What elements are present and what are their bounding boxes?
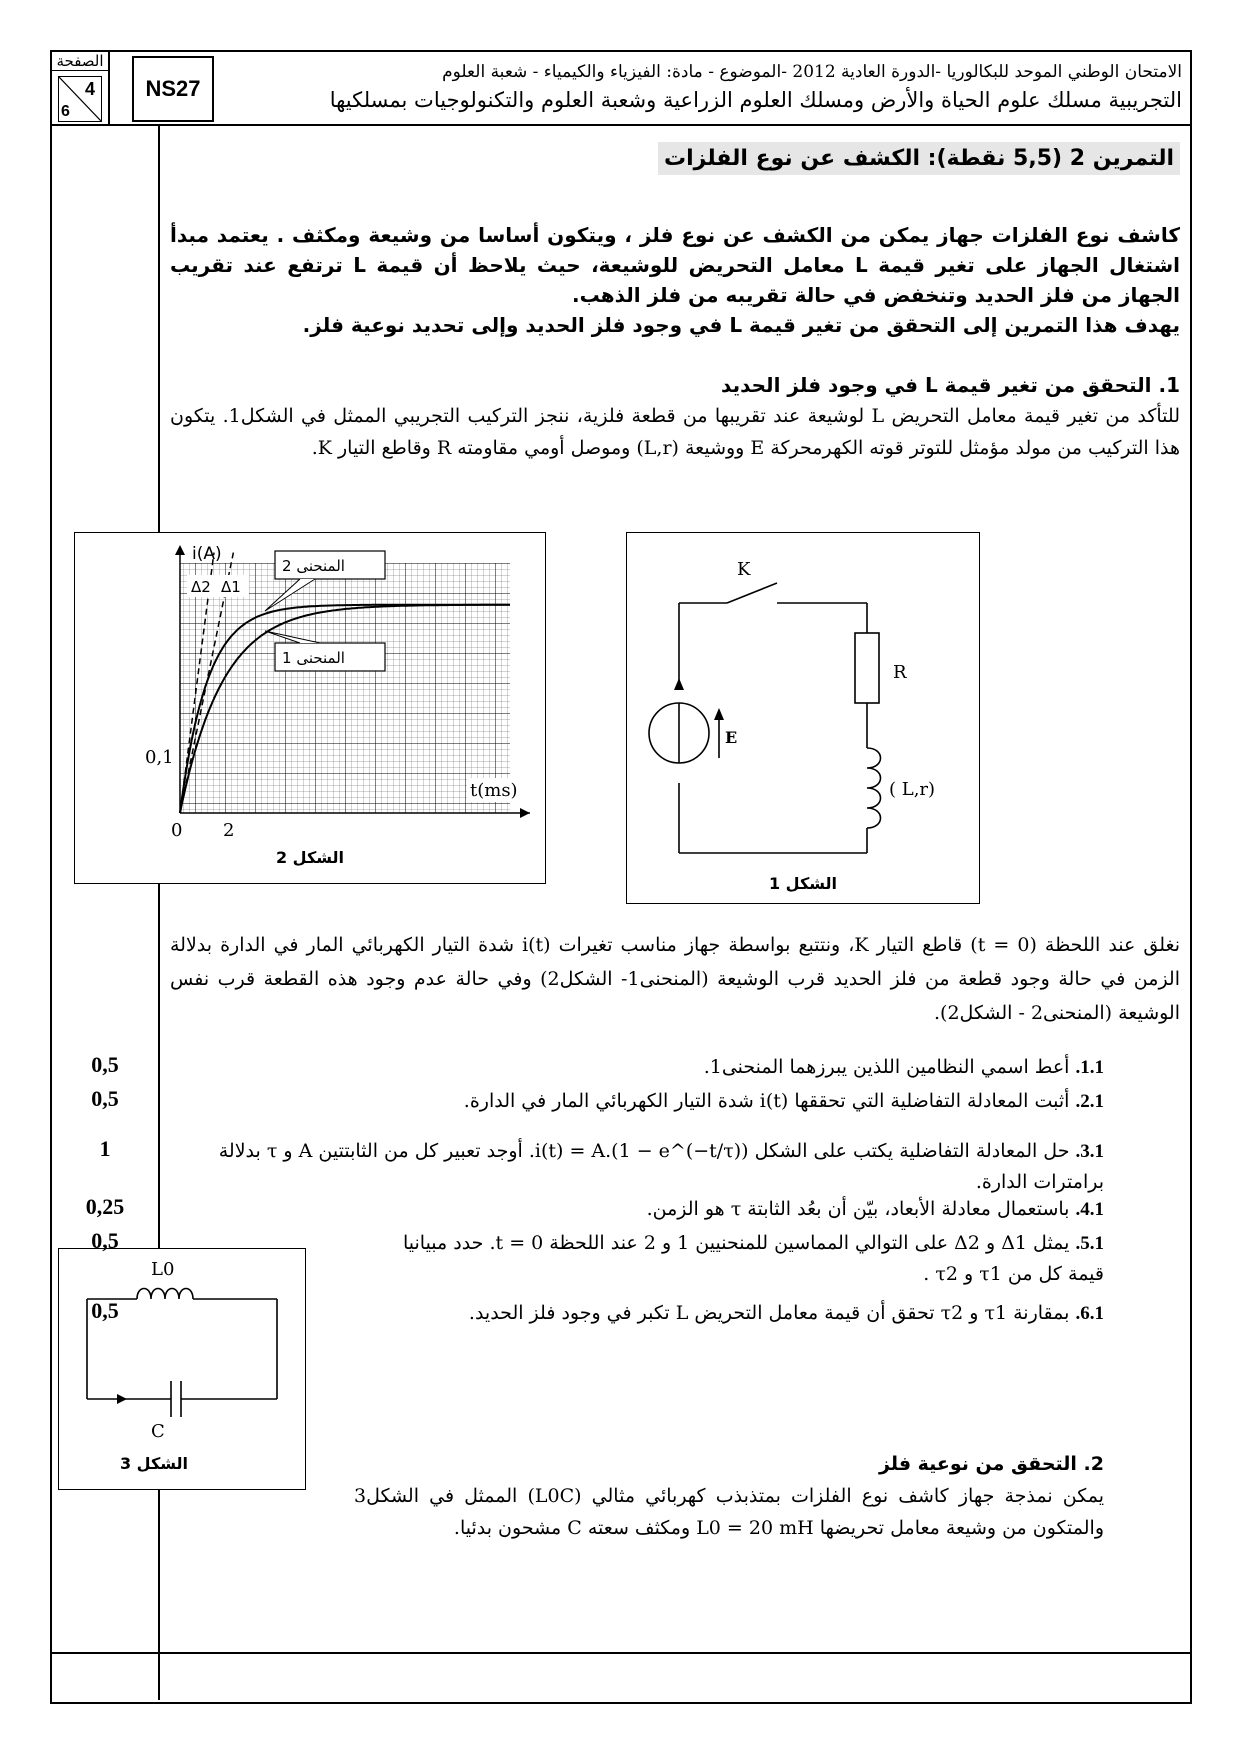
delta-2-label: Δ2 — [191, 578, 211, 596]
figure-3-circuit — [59, 1249, 305, 1489]
part2 — [354, 1448, 1104, 1544]
page-total: 6 — [61, 103, 70, 120]
inductor-L0-label: L0 — [151, 1259, 175, 1280]
aim-text: يهدف هذا التمرين إلى التحقق من تغير قيمة L في وجود فلز الحديد وإلى تحديد نوعية فلز. — [302, 313, 1180, 337]
question-item — [184, 1194, 1104, 1225]
y-axis-arrow — [175, 545, 185, 555]
figure-1-caption: الشكل 1 — [768, 874, 838, 893]
question-number: 1.1. — [1075, 1057, 1104, 1078]
part2-text: يمكن نمذجة جهاز كاشف نوع الفلزات بمتذبذب كهربائي مثالي (L0C) الممثل في الشكل3 والمتكون من وشيعة معامل تحريضها L0 = 20 mH ومكثف سعته C مشحون بدئيا. — [354, 1485, 1104, 1539]
question-number: 3.1. — [1075, 1141, 1104, 1162]
header-text — [242, 58, 1182, 114]
question-score: 0,5 — [91, 1298, 119, 1323]
y-axis-label: i(A) — [192, 544, 222, 564]
x-axis-arrow — [520, 808, 530, 818]
question-text: يمثل Δ1 و Δ2 على التوالي المماسين للمنحنيين 1 و 2 عند اللحظة t = 0. حدد مبيانيا قيمة كل من τ1 و τ2 . — [402, 1232, 1104, 1285]
page-number-box — [52, 52, 110, 124]
question-number: 2.1. — [1075, 1091, 1104, 1112]
capacitor-C-label: C — [151, 1421, 165, 1442]
bottom-divider — [52, 1652, 1190, 1654]
figure-3-caption: الشكل 3 — [119, 1454, 189, 1473]
question-item — [184, 1052, 1104, 1083]
question-number: 6.1. — [1075, 1303, 1104, 1324]
question-score: 0,5 — [91, 1086, 119, 1111]
figure-3 — [58, 1248, 306, 1490]
x-axis-label: t(ms) — [470, 780, 518, 801]
exam-code: NS27 — [132, 56, 214, 122]
x-tick-2: 2 — [223, 820, 235, 841]
question-number: 5.1. — [1075, 1233, 1104, 1254]
question-item — [184, 1136, 1104, 1197]
question-text: أثبت المعادلة التفاضلية التي تحققها i(t) شدة التيار الكهربائي المار في الدارة. — [463, 1090, 1070, 1112]
part1-measurement-text: نغلق عند اللحظة (t = 0) قاطع التيار K، ونتتبع بواسطة جهاز مناسب تغيرات i(t) شدة التيار الكهربائي المار في الدارة بدلالة الزمن في حالة وجود قطعة من فلز الحديد قرب الوشيعة (المنحنى1- الشكل2) وفي حالة عدم وجود هذه القطعة قرب نفس الوشيعة (المنحنى2 - الشكل2). — [170, 934, 1181, 1024]
question-score: 0,25 — [85, 1194, 125, 1219]
coil-label: ( L,r) — [889, 779, 936, 800]
y-tick-label: 0,1 — [145, 747, 174, 768]
question-text: بمقارنة τ1 و τ2 تحقق أن قيمة معامل التحريض L تكبر في وجود فلز الحديد. — [468, 1302, 1070, 1324]
intro-text: كاشف نوع الفلزات جهاز يمكن من الكشف عن نوع فلز ، ويتكون أساسا من وشيعة ومكثف . يعتمد مبدأ اشتغال الجهاز على تغير قيمة L معامل التحريض للوشيعة، حيث يلاحظ أن قيمة L ترتفع عند تقريب الجهاز من فلز الحديد وتنخفض في حالة تقريبه من فلز الذهب. — [170, 223, 1181, 307]
figure-2 — [74, 532, 546, 884]
exercise-title: التمرين 2 (5,5 نقطة): الكشف عن نوع الفلزات — [658, 142, 1180, 175]
x-tick-0: 0 — [171, 820, 183, 841]
header-line-2: التجريبية مسلك علوم الحياة والأرض ومسلك العلوم الزراعية وشعبة العلوم والتكنولوجيات بمسلكيها — [329, 88, 1182, 112]
figure-2-graph — [75, 533, 545, 883]
question-text: باستعمال معادلة الأبعاد، بيّن أن بعُد الثابتة τ هو الزمن. — [646, 1198, 1070, 1220]
page-label: الصفحة — [52, 52, 108, 71]
page-fraction — [58, 76, 102, 122]
figure-2-caption: الشكل 2 — [275, 848, 345, 867]
delta-1-label: Δ1 — [221, 578, 241, 596]
curve-2-label: المنحنى 2 — [282, 557, 345, 575]
question-score: 0,5 — [91, 1228, 119, 1253]
question-score: 0,5 — [91, 1052, 119, 1077]
question-item — [364, 1298, 1104, 1329]
figure-1 — [626, 532, 980, 904]
page-current: 4 — [84, 79, 95, 99]
question-score: 1 — [99, 1136, 111, 1161]
page-frame — [50, 50, 1192, 1704]
part1 — [170, 370, 1180, 464]
question-number: 4.1. — [1075, 1199, 1104, 1220]
header — [52, 52, 1190, 126]
question-item — [184, 1086, 1104, 1117]
emf-E-label: E — [725, 728, 738, 747]
curve-1-label: المنحنى 1 — [282, 649, 345, 667]
switch-K-label: K — [737, 559, 751, 580]
part1-heading: 1. التحقق من تغير قيمة L في وجود فلز الحديد — [721, 373, 1180, 397]
header-line-1: الامتحان الوطني الموحد للبكالوريا -الدورة العادية 2012 -الموضوع - مادة: الفيزياء والكيمياء - شعبة العلوم — [442, 62, 1182, 82]
resistor-R-label: R — [893, 662, 907, 683]
question-text: حل المعادلة التفاضلية يكتب على الشكل i(t) = A.(1 − e^(−t/τ)). أوجد تعبير كل من الثابتتين A و τ بدلالة برامترات الدارة. — [218, 1140, 1104, 1193]
question-item — [364, 1228, 1104, 1289]
figure-1-circuit — [627, 533, 979, 903]
graph-grid — [180, 563, 510, 813]
exercise-intro — [170, 220, 1180, 340]
part1-text: للتأكد من تغير قيمة معامل التحريض L لوشيعة عند تقريبها من قطعة فلزية، ننجز التركيب التجريبي الممثل في الشكل1. يتكون هذا التركيب من مولد مؤمثل للتوتر قوته الكهرمحركة E ووشيعة (L,r) وموصل أومي مقاومته R وقاطع التيار K. — [170, 405, 1180, 459]
question-text: أعط اسمي النظامين اللذين يبرزهما المنحنى1. — [703, 1056, 1070, 1078]
part2-heading: 2. التحقق من نوعية فلز — [879, 1453, 1104, 1475]
